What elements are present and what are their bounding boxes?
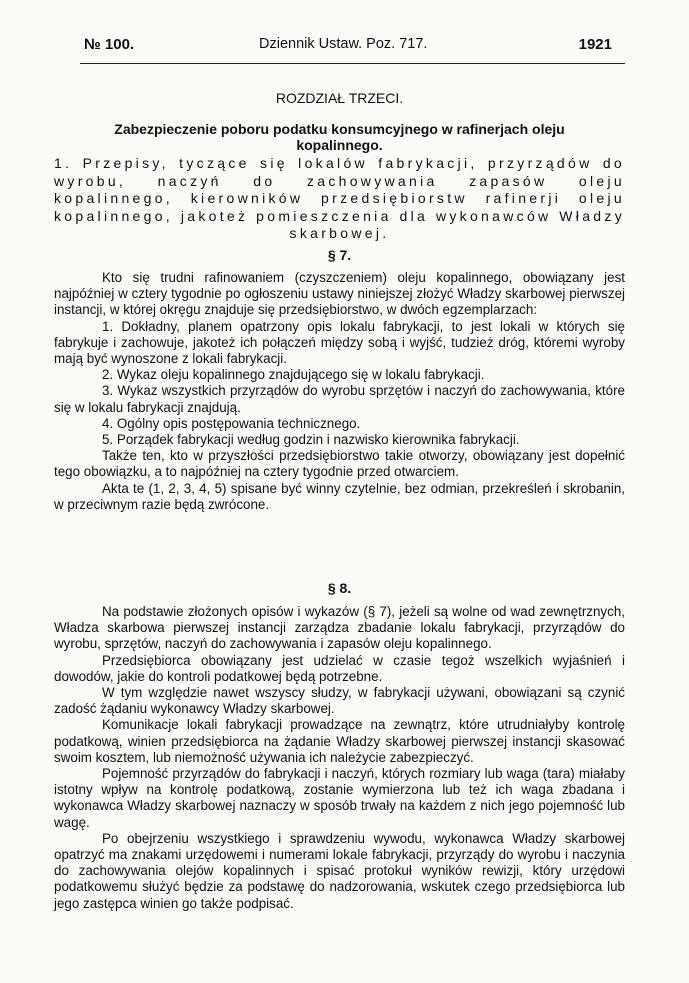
paragraph-8-heading: § 8. [327,580,352,596]
header-year: 1921 [578,36,612,53]
p8-para-5: Pojemność przyrządów do fabrykacji i naczyń, których rozmiary lub waga (tara) miałaby istotny wpływ na kontrolę podatkową, zostanie wymierzona lub też ich waga zbadana i wykonawca Władzy skarbowej naznaczy w sposób trwały na każdem z nich jego pojemność lub wagę. [54,766,625,830]
paragraph-7-heading: § 7. [327,247,352,263]
p7-item-1: 1. Dokładny, planem opatrzony opis lokalu fabrykacji, to jest lokali w których się fabrykuje i zachowuje, jakoteż ich połączeń między sobą i wyjść, tudzież dróg, któremi wyroby mają być wynoszone z lokali fabrykacji. [54,318,625,367]
p7-item-4: 4. Ogólny opis postępowania technicznego. [102,415,361,431]
p7-also: Także ten, kto w przyszłości przedsiębiorstwo takie otworzy, obowiązany jest dopełnić tego obowiązku, a to najpóźniej na cztery tygodnie przed otwarciem. [54,448,625,480]
p7-intro: Kto się trudni rafinowaniem (czyszczeniem) oleju kopalinnego, obowiązany jest najpóźniej w cztery tygodnie po ogłoszeniu ustawy niniejszej złożyć Władzy skarbowej pierwszej instancji, w której okręgu znajduje się przedsiębiorstwo, w dwóch egzemplarzach: [54,270,625,318]
section-1-heading: 1. Przepisy, tyczące się lokalów fabrykacji, przyrządów do wyrobu, naczyń do zachowywania zapasów oleju kopalinnego, kierowników przedsiębiorstw rafinerji oleju kopalinnego, jakoteż pomieszczenia dla wykonawców Władzy skarbowej. [54,155,625,241]
paragraph-8-body [54,604,625,912]
header-divider [80,63,625,64]
p8-para-4: Komunikacje lokali fabrykacji prowadzące na zewnątrz, które utrudniałyby kontrolę podatkową, winien przedsiębiorca na żądanie Władzy skarbowej pierwszej instancji skasować swoim kosztem, lub niemożność używania ich należycie zabezpieczyć. [54,717,625,765]
p8-para-6: Po obejrzeniu wszystkiego i sprawdzeniu wywodu, wykonawca Władzy skarbowej opatrzyć ma znakami urzędowemi i numerami lokale fabrykacji, przyrządy do wyrobu i naczynia do zachowywania olejów kopalinnych i spisać protokuł wyników rewizji, który urzędowi podatkowemu służyć będzie za podstawę do nadzorowania, wskutek czego przedsiębiorca lub jego zastępca winien go także podpisać. [54,830,625,911]
p8-para-3: W tym względzie nawet wszyscy słudzy, w fabrykacji używani, obowiązani są czynić zadość żądaniu wykonawcy Władzy skarbowej. [54,685,625,717]
p7-item-3: 3. Wykaz wszystkich przyrządów do wyrobu sprzętów i naczyń do zachowywania, które się w lokalu fabrykacji znajdują. [54,383,625,415]
p8-para-2: Przedsiębiorca obowiązany jest udzielać w czasie tegoż wszelkich wyjaśnień i dowodów, jakie do kontroli podatkowej będą potrzebne. [54,652,625,684]
paragraph-7-body [54,270,625,513]
page-header [84,36,612,58]
p7-item-5: 5. Porządek fabrykacji według godzin i nazwisko kierownika fabrykacji. [102,432,520,448]
p7-acts: Akta te (1, 2, 3, 4, 5) spisane być winny czytelnie, bez odmian, przekreśleń i skrobanin, w przeciwnym razie będą zwrócone. [54,480,625,512]
p8-para-1: Na podstawie złożonych opisów i wykazów (§ 7), jeżeli są wolne od wad zewnętrznych, Władza skarbowa pierwszej instancji zarządza zbadanie lokalu fabrykacji, przyrządów do wyrobu, sprzętów, naczyń do zachowywania i zapasów oleju kopalinnego. [54,604,625,652]
p7-item-2: 2. Wykaz oleju kopalinnego znajdującego się w lokalu fabrykacji. [102,367,485,383]
chapter-heading: ROZDZIAŁ TRZECI. [275,90,404,106]
page-number: № 100. [84,36,135,53]
chapter-title: Zabezpieczenie poboru podatku konsumcyjnego w rafinerjach oleju kopalinnego. [114,121,565,153]
journal-citation: Dziennik Ustaw. Poz. 717. [259,36,428,52]
